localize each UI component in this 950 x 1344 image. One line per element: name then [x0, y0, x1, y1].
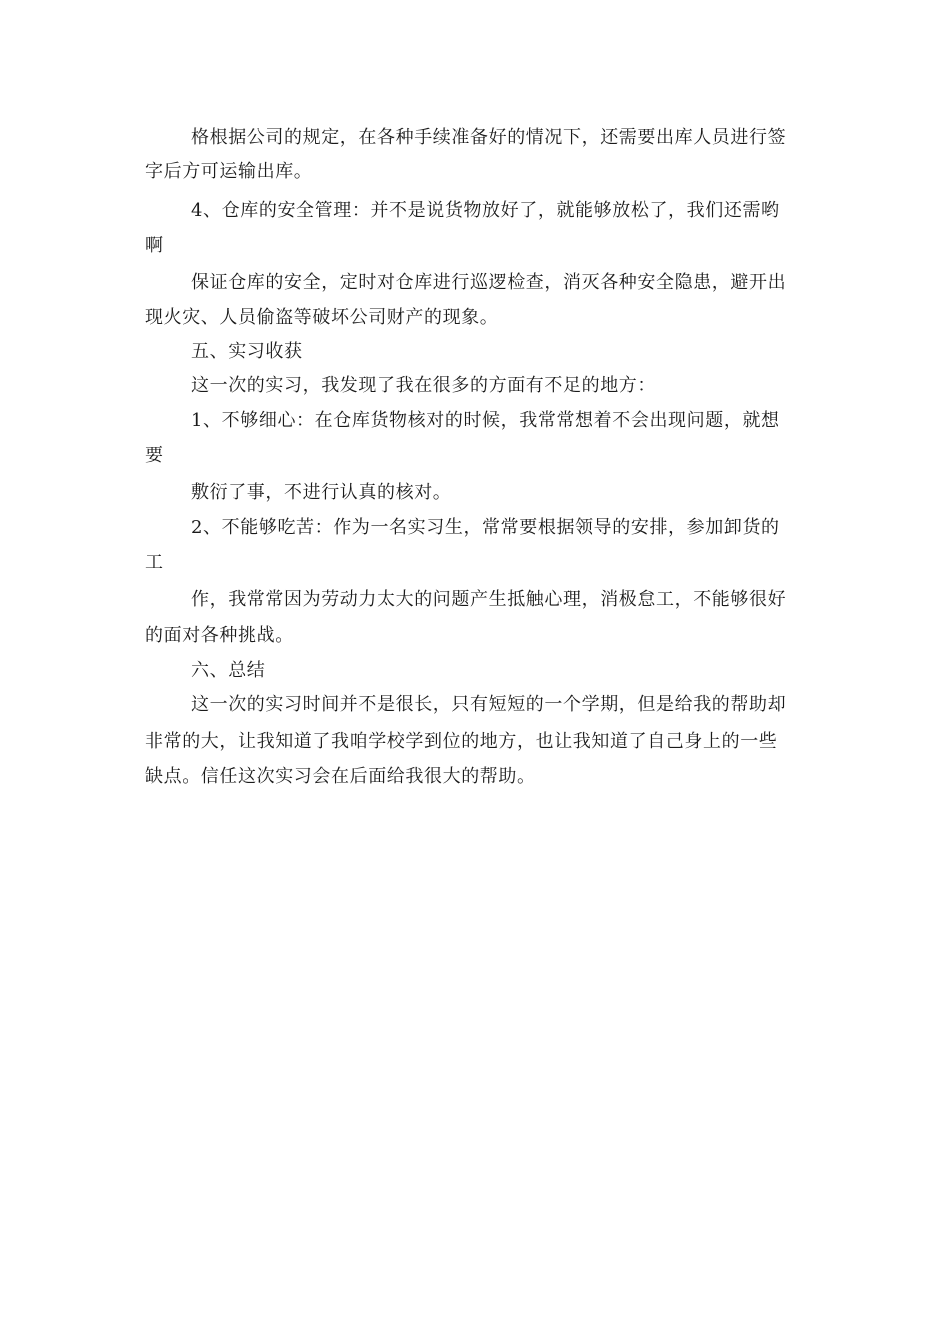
body-text-line: 2、不能够吃苦：作为一名实习生，常常要根据领导的安排，参加卸货的 — [191, 517, 780, 538]
body-text-line: 非常的大，让我知道了我咱学校学到位的地方，也让我知道了自己身上的一些 — [145, 731, 778, 752]
body-text-line: 的面对各种挑战。 — [145, 625, 294, 646]
body-text-line: 作，我常常因为劳动力太大的问题产生抵触心理，消极怠工，不能够很好 — [191, 589, 787, 610]
section-heading: 六、总结 — [191, 660, 266, 681]
body-text-line: 保证仓库的安全，定时对仓库进行巡逻检查，消灭各种安全隐患，避开出 — [191, 272, 787, 293]
body-text-line: 啊 — [145, 235, 164, 256]
body-text-line: 4、仓库的安全管理：并不是说货物放好了，就能够放松了，我们还需哟 — [191, 200, 780, 221]
body-text-line: 这一次的实习，我发现了我在很多的方面有不足的地方： — [191, 375, 656, 396]
body-text-line: 敷衍了事，不进行认真的核对。 — [191, 482, 452, 503]
body-text-line: 1、不够细心：在仓库货物核对的时候，我常常想着不会出现问题，就想 — [191, 410, 780, 431]
body-text-line: 字后方可运输出库。 — [145, 161, 313, 182]
body-text-line: 工 — [145, 552, 164, 573]
section-heading: 五、实习收获 — [191, 341, 303, 362]
body-text-line: 缺点。信任这次实习会在后面给我很大的帮助。 — [145, 766, 536, 787]
body-text-line: 现火灾、人员偷盗等破坏公司财产的现象。 — [145, 307, 499, 328]
body-text-line: 要 — [145, 445, 164, 466]
body-text-line: 这一次的实习时间并不是很长，只有短短的一个学期，但是给我的帮助却 — [191, 694, 787, 715]
body-text-line: 格根据公司的规定，在各种手续准备好的情况下，还需要出库人员进行签 — [191, 127, 787, 148]
